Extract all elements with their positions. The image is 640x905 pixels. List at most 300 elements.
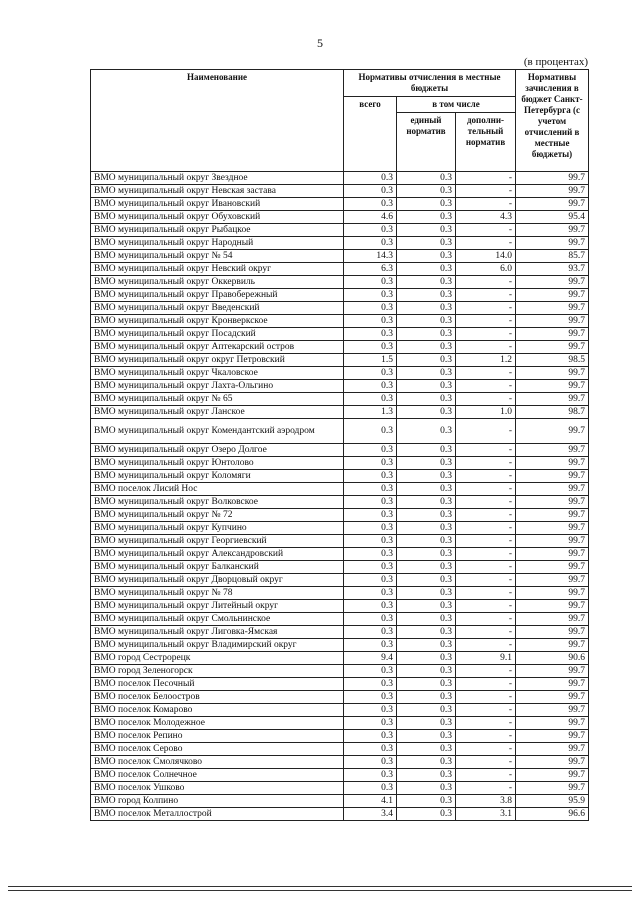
table-row bbox=[91, 263, 589, 276]
row-total-cell: 4.6 bbox=[344, 211, 397, 224]
row-additional-cell: - bbox=[456, 756, 516, 769]
table-row bbox=[91, 600, 589, 613]
row-name-cell: ВМО поселок Песочный bbox=[91, 678, 344, 691]
row-total-cell: 0.3 bbox=[344, 730, 397, 743]
row-single-cell: 0.3 bbox=[397, 782, 456, 795]
row-additional-cell: - bbox=[456, 315, 516, 328]
table-row bbox=[91, 509, 589, 522]
row-name-cell: ВМО поселок Серово bbox=[91, 743, 344, 756]
row-name-cell: ВМО город Зеленогорск bbox=[91, 665, 344, 678]
row-total-cell: 0.3 bbox=[344, 237, 397, 250]
table-row bbox=[91, 522, 589, 535]
row-additional-cell: - bbox=[456, 444, 516, 457]
row-additional-cell: - bbox=[456, 613, 516, 626]
row-additional-cell: 4.3 bbox=[456, 211, 516, 224]
table-row bbox=[91, 393, 589, 406]
row-total-cell: 0.3 bbox=[344, 380, 397, 393]
row-additional-cell: - bbox=[456, 704, 516, 717]
row-spb-cell: 99.7 bbox=[516, 341, 589, 354]
row-name-cell: ВМО поселок Комарово bbox=[91, 704, 344, 717]
row-name-cell: ВМО муниципальный округ Литейный округ bbox=[91, 600, 344, 613]
table-row bbox=[91, 548, 589, 561]
row-single-cell: 0.3 bbox=[397, 354, 456, 367]
row-spb-cell: 99.7 bbox=[516, 276, 589, 289]
row-spb-cell: 90.6 bbox=[516, 652, 589, 665]
row-name-cell: ВМО муниципальный округ Введенский bbox=[91, 302, 344, 315]
row-single-cell: 0.3 bbox=[397, 457, 456, 470]
row-additional-cell: 14.0 bbox=[456, 250, 516, 263]
row-single-cell: 0.3 bbox=[397, 535, 456, 548]
row-name-cell: ВМО поселок Ушково bbox=[91, 782, 344, 795]
table-row bbox=[91, 419, 589, 444]
row-single-cell: 0.3 bbox=[397, 808, 456, 821]
header-total: всего bbox=[344, 97, 397, 172]
row-spb-cell: 85.7 bbox=[516, 250, 589, 263]
row-name-cell: ВМО муниципальный округ Обуховский bbox=[91, 211, 344, 224]
row-additional-cell: - bbox=[456, 561, 516, 574]
row-name-cell: ВМО муниципальный округ Комендантский аэродром bbox=[91, 419, 344, 444]
table-row bbox=[91, 406, 589, 419]
row-spb-cell: 99.7 bbox=[516, 691, 589, 704]
row-spb-cell: 99.7 bbox=[516, 600, 589, 613]
row-single-cell: 0.3 bbox=[397, 743, 456, 756]
row-name-cell: ВМО поселок Смолячково bbox=[91, 756, 344, 769]
table-row bbox=[91, 315, 589, 328]
row-additional-cell: - bbox=[456, 328, 516, 341]
row-single-cell: 0.3 bbox=[397, 211, 456, 224]
row-name-cell: ВМО город Колпино bbox=[91, 795, 344, 808]
row-total-cell: 0.3 bbox=[344, 522, 397, 535]
row-spb-cell: 99.7 bbox=[516, 483, 589, 496]
row-single-cell: 0.3 bbox=[397, 470, 456, 483]
row-total-cell: 0.3 bbox=[344, 198, 397, 211]
table-row bbox=[91, 561, 589, 574]
row-spb-cell: 99.7 bbox=[516, 457, 589, 470]
row-additional-cell: - bbox=[456, 419, 516, 444]
row-additional-cell: - bbox=[456, 600, 516, 613]
table-row bbox=[91, 795, 589, 808]
table-row bbox=[91, 743, 589, 756]
row-single-cell: 0.3 bbox=[397, 548, 456, 561]
row-name-cell: ВМО муниципальный округ Дворцовый округ bbox=[91, 574, 344, 587]
table-row bbox=[91, 756, 589, 769]
row-total-cell: 0.3 bbox=[344, 302, 397, 315]
row-name-cell: ВМО муниципальный округ Посадский bbox=[91, 328, 344, 341]
row-additional-cell: - bbox=[456, 587, 516, 600]
row-additional-cell: - bbox=[456, 302, 516, 315]
row-name-cell: ВМО муниципальный округ Коломяги bbox=[91, 470, 344, 483]
row-single-cell: 0.3 bbox=[397, 328, 456, 341]
row-spb-cell: 99.7 bbox=[516, 237, 589, 250]
table-row bbox=[91, 380, 589, 393]
table-row bbox=[91, 691, 589, 704]
header-additional: дополни-тельный норматив bbox=[456, 113, 516, 172]
row-total-cell: 0.3 bbox=[344, 419, 397, 444]
row-additional-cell: - bbox=[456, 522, 516, 535]
row-additional-cell: - bbox=[456, 341, 516, 354]
row-spb-cell: 98.7 bbox=[516, 406, 589, 419]
row-name-cell: ВМО муниципальный округ № 72 bbox=[91, 509, 344, 522]
row-single-cell: 0.3 bbox=[397, 341, 456, 354]
row-additional-cell: - bbox=[456, 172, 516, 185]
row-total-cell: 0.3 bbox=[344, 444, 397, 457]
row-name-cell: ВМО муниципальный округ Народный bbox=[91, 237, 344, 250]
row-spb-cell: 99.7 bbox=[516, 574, 589, 587]
row-single-cell: 0.3 bbox=[397, 406, 456, 419]
row-single-cell: 0.3 bbox=[397, 717, 456, 730]
row-single-cell: 0.3 bbox=[397, 419, 456, 444]
row-spb-cell: 99.7 bbox=[516, 172, 589, 185]
row-single-cell: 0.3 bbox=[397, 315, 456, 328]
row-spb-cell: 99.7 bbox=[516, 535, 589, 548]
row-additional-cell: - bbox=[456, 717, 516, 730]
row-single-cell: 0.3 bbox=[397, 613, 456, 626]
row-single-cell: 0.3 bbox=[397, 665, 456, 678]
row-name-cell: ВМО муниципальный округ Ивановский bbox=[91, 198, 344, 211]
row-total-cell: 4.1 bbox=[344, 795, 397, 808]
table-row bbox=[91, 483, 589, 496]
table-row bbox=[91, 354, 589, 367]
row-total-cell: 0.3 bbox=[344, 496, 397, 509]
row-additional-cell: 1.0 bbox=[456, 406, 516, 419]
table-row bbox=[91, 185, 589, 198]
footer-rule-2 bbox=[8, 890, 632, 891]
row-total-cell: 0.3 bbox=[344, 561, 397, 574]
row-total-cell: 0.3 bbox=[344, 717, 397, 730]
row-single-cell: 0.3 bbox=[397, 185, 456, 198]
row-total-cell: 0.3 bbox=[344, 185, 397, 198]
row-spb-cell: 99.7 bbox=[516, 717, 589, 730]
row-single-cell: 0.3 bbox=[397, 769, 456, 782]
row-spb-cell: 96.6 bbox=[516, 808, 589, 821]
row-spb-cell: 99.7 bbox=[516, 419, 589, 444]
row-additional-cell: - bbox=[456, 224, 516, 237]
row-single-cell: 0.3 bbox=[397, 224, 456, 237]
row-total-cell: 0.3 bbox=[344, 470, 397, 483]
row-name-cell: ВМО муниципальный округ округ Петровский bbox=[91, 354, 344, 367]
row-name-cell: ВМО муниципальный округ Кронверкское bbox=[91, 315, 344, 328]
row-spb-cell: 99.7 bbox=[516, 315, 589, 328]
row-name-cell: ВМО муниципальный округ Невская застава bbox=[91, 185, 344, 198]
row-total-cell: 0.3 bbox=[344, 678, 397, 691]
row-single-cell: 0.3 bbox=[397, 380, 456, 393]
row-spb-cell: 99.7 bbox=[516, 224, 589, 237]
row-spb-cell: 99.7 bbox=[516, 587, 589, 600]
table-row bbox=[91, 730, 589, 743]
row-spb-cell: 99.7 bbox=[516, 665, 589, 678]
row-name-cell: ВМО муниципальный округ Юнтолово bbox=[91, 457, 344, 470]
row-spb-cell: 99.7 bbox=[516, 328, 589, 341]
table-row bbox=[91, 328, 589, 341]
row-total-cell: 0.3 bbox=[344, 587, 397, 600]
row-single-cell: 0.3 bbox=[397, 639, 456, 652]
table-row bbox=[91, 613, 589, 626]
row-spb-cell: 99.7 bbox=[516, 756, 589, 769]
row-additional-cell: - bbox=[456, 509, 516, 522]
row-single-cell: 0.3 bbox=[397, 691, 456, 704]
row-spb-cell: 99.7 bbox=[516, 613, 589, 626]
row-additional-cell: - bbox=[456, 289, 516, 302]
normatives-table bbox=[90, 69, 589, 821]
row-additional-cell: - bbox=[456, 639, 516, 652]
row-single-cell: 0.3 bbox=[397, 561, 456, 574]
row-spb-cell: 99.7 bbox=[516, 769, 589, 782]
header-local: Нормативы отчисления в местные бюджеты bbox=[344, 70, 516, 97]
row-additional-cell: - bbox=[456, 237, 516, 250]
row-total-cell: 3.4 bbox=[344, 808, 397, 821]
row-additional-cell: - bbox=[456, 367, 516, 380]
page-number: 5 bbox=[317, 36, 323, 50]
table-row bbox=[91, 808, 589, 821]
row-total-cell: 0.3 bbox=[344, 704, 397, 717]
table-row bbox=[91, 678, 589, 691]
row-spb-cell: 99.7 bbox=[516, 367, 589, 380]
row-single-cell: 0.3 bbox=[397, 367, 456, 380]
row-single-cell: 0.3 bbox=[397, 496, 456, 509]
row-name-cell: ВМО муниципальный округ № 65 bbox=[91, 393, 344, 406]
header-spb: Нормативы зачисления в бюджет Санкт-Петербурга (с учетом отчислений в местные бюджеты) bbox=[516, 70, 589, 172]
table-row bbox=[91, 224, 589, 237]
row-total-cell: 14.3 bbox=[344, 250, 397, 263]
row-spb-cell: 99.7 bbox=[516, 289, 589, 302]
row-single-cell: 0.3 bbox=[397, 198, 456, 211]
row-spb-cell: 99.7 bbox=[516, 639, 589, 652]
row-total-cell: 0.3 bbox=[344, 289, 397, 302]
row-single-cell: 0.3 bbox=[397, 250, 456, 263]
row-single-cell: 0.3 bbox=[397, 587, 456, 600]
row-additional-cell: - bbox=[456, 665, 516, 678]
row-name-cell: ВМО город Сестрорецк bbox=[91, 652, 344, 665]
row-additional-cell: - bbox=[456, 457, 516, 470]
table-row bbox=[91, 626, 589, 639]
table-row bbox=[91, 198, 589, 211]
row-name-cell: ВМО муниципальный округ № 54 bbox=[91, 250, 344, 263]
table-row bbox=[91, 276, 589, 289]
row-additional-cell: - bbox=[456, 185, 516, 198]
row-total-cell: 0.3 bbox=[344, 600, 397, 613]
row-spb-cell: 99.7 bbox=[516, 302, 589, 315]
row-single-cell: 0.3 bbox=[397, 172, 456, 185]
row-spb-cell: 99.7 bbox=[516, 198, 589, 211]
row-name-cell: ВМО муниципальный округ Невский округ bbox=[91, 263, 344, 276]
row-total-cell: 0.3 bbox=[344, 691, 397, 704]
header-name: Наименование bbox=[91, 70, 344, 172]
row-single-cell: 0.3 bbox=[397, 444, 456, 457]
row-additional-cell: - bbox=[456, 626, 516, 639]
table-row bbox=[91, 574, 589, 587]
table-row bbox=[91, 289, 589, 302]
table-row bbox=[91, 457, 589, 470]
row-spb-cell: 99.7 bbox=[516, 678, 589, 691]
row-spb-cell: 99.7 bbox=[516, 730, 589, 743]
row-spb-cell: 99.7 bbox=[516, 561, 589, 574]
row-spb-cell: 99.7 bbox=[516, 626, 589, 639]
row-total-cell: 0.3 bbox=[344, 548, 397, 561]
row-additional-cell: - bbox=[456, 393, 516, 406]
row-additional-cell: - bbox=[456, 782, 516, 795]
row-single-cell: 0.3 bbox=[397, 276, 456, 289]
row-additional-cell: - bbox=[456, 470, 516, 483]
row-spb-cell: 93.7 bbox=[516, 263, 589, 276]
row-spb-cell: 99.7 bbox=[516, 496, 589, 509]
row-spb-cell: 99.7 bbox=[516, 444, 589, 457]
row-name-cell: ВМО муниципальный округ № 78 bbox=[91, 587, 344, 600]
row-spb-cell: 95.9 bbox=[516, 795, 589, 808]
row-additional-cell: 9.1 bbox=[456, 652, 516, 665]
row-spb-cell: 98.5 bbox=[516, 354, 589, 367]
row-single-cell: 0.3 bbox=[397, 626, 456, 639]
table-row bbox=[91, 652, 589, 665]
row-additional-cell: - bbox=[456, 678, 516, 691]
table-row bbox=[91, 444, 589, 457]
row-spb-cell: 99.7 bbox=[516, 704, 589, 717]
row-single-cell: 0.3 bbox=[397, 289, 456, 302]
row-name-cell: ВМО муниципальный округ Правобережный bbox=[91, 289, 344, 302]
row-name-cell: ВМО муниципальный округ Ланское bbox=[91, 406, 344, 419]
row-single-cell: 0.3 bbox=[397, 483, 456, 496]
row-name-cell: ВМО муниципальный округ Рыбацкое bbox=[91, 224, 344, 237]
row-additional-cell: - bbox=[456, 380, 516, 393]
row-single-cell: 0.3 bbox=[397, 574, 456, 587]
row-single-cell: 0.3 bbox=[397, 795, 456, 808]
table-row bbox=[91, 367, 589, 380]
table-row bbox=[91, 250, 589, 263]
row-spb-cell: 99.7 bbox=[516, 548, 589, 561]
table-row bbox=[91, 665, 589, 678]
row-total-cell: 0.3 bbox=[344, 483, 397, 496]
row-name-cell: ВМО поселок Металлострой bbox=[91, 808, 344, 821]
row-total-cell: 1.5 bbox=[344, 354, 397, 367]
row-additional-cell: - bbox=[456, 535, 516, 548]
units-note: (в процентах) bbox=[523, 56, 588, 68]
table-row bbox=[91, 211, 589, 224]
row-name-cell: ВМО муниципальный округ Александровский bbox=[91, 548, 344, 561]
row-name-cell: ВМО муниципальный округ Аптекарский остров bbox=[91, 341, 344, 354]
row-name-cell: ВМО муниципальный округ Георгиевский bbox=[91, 535, 344, 548]
row-spb-cell: 95.4 bbox=[516, 211, 589, 224]
footer-rule bbox=[8, 886, 632, 887]
table-row bbox=[91, 172, 589, 185]
row-total-cell: 0.3 bbox=[344, 457, 397, 470]
row-spb-cell: 99.7 bbox=[516, 185, 589, 198]
row-total-cell: 0.3 bbox=[344, 613, 397, 626]
row-spb-cell: 99.7 bbox=[516, 393, 589, 406]
table-row bbox=[91, 704, 589, 717]
table-row bbox=[91, 782, 589, 795]
row-total-cell: 0.3 bbox=[344, 574, 397, 587]
row-single-cell: 0.3 bbox=[397, 704, 456, 717]
row-total-cell: 0.3 bbox=[344, 328, 397, 341]
row-name-cell: ВМО поселок Репино bbox=[91, 730, 344, 743]
row-additional-cell: - bbox=[456, 483, 516, 496]
row-name-cell: ВМО муниципальный округ Купчино bbox=[91, 522, 344, 535]
row-single-cell: 0.3 bbox=[397, 302, 456, 315]
row-name-cell: ВМО поселок Белоостров bbox=[91, 691, 344, 704]
row-single-cell: 0.3 bbox=[397, 756, 456, 769]
row-name-cell: ВМО муниципальный округ Чкаловское bbox=[91, 367, 344, 380]
row-additional-cell: 3.1 bbox=[456, 808, 516, 821]
row-name-cell: ВМО муниципальный округ Озеро Долгое bbox=[91, 444, 344, 457]
row-total-cell: 0.3 bbox=[344, 639, 397, 652]
row-total-cell: 0.3 bbox=[344, 626, 397, 639]
row-total-cell: 0.3 bbox=[344, 782, 397, 795]
table-row bbox=[91, 302, 589, 315]
row-single-cell: 0.3 bbox=[397, 393, 456, 406]
row-name-cell: ВМО муниципальный округ Смольнинское bbox=[91, 613, 344, 626]
row-name-cell: ВМО поселок Молодежное bbox=[91, 717, 344, 730]
row-single-cell: 0.3 bbox=[397, 263, 456, 276]
row-additional-cell: - bbox=[456, 730, 516, 743]
row-name-cell: ВМО муниципальный округ Владимирский округ bbox=[91, 639, 344, 652]
row-total-cell: 0.3 bbox=[344, 341, 397, 354]
row-additional-cell: 6.0 bbox=[456, 263, 516, 276]
row-total-cell: 0.3 bbox=[344, 665, 397, 678]
table-row bbox=[91, 769, 589, 782]
row-spb-cell: 99.7 bbox=[516, 380, 589, 393]
row-single-cell: 0.3 bbox=[397, 509, 456, 522]
row-name-cell: ВМО поселок Лисий Нос bbox=[91, 483, 344, 496]
row-additional-cell: 3.8 bbox=[456, 795, 516, 808]
table-row bbox=[91, 341, 589, 354]
row-spb-cell: 99.7 bbox=[516, 743, 589, 756]
row-additional-cell: 1.2 bbox=[456, 354, 516, 367]
row-additional-cell: - bbox=[456, 769, 516, 782]
row-name-cell: ВМО муниципальный округ Звездное bbox=[91, 172, 344, 185]
table-row bbox=[91, 639, 589, 652]
row-single-cell: 0.3 bbox=[397, 237, 456, 250]
table-row bbox=[91, 470, 589, 483]
row-name-cell: ВМО муниципальный округ Оккервиль bbox=[91, 276, 344, 289]
row-additional-cell: - bbox=[456, 574, 516, 587]
row-total-cell: 9.4 bbox=[344, 652, 397, 665]
row-total-cell: 0.3 bbox=[344, 172, 397, 185]
row-total-cell: 0.3 bbox=[344, 224, 397, 237]
table-row bbox=[91, 237, 589, 250]
table-row bbox=[91, 496, 589, 509]
row-additional-cell: - bbox=[456, 548, 516, 561]
row-spb-cell: 99.7 bbox=[516, 470, 589, 483]
row-single-cell: 0.3 bbox=[397, 600, 456, 613]
row-name-cell: ВМО муниципальный округ Балканский bbox=[91, 561, 344, 574]
row-total-cell: 0.3 bbox=[344, 509, 397, 522]
row-single-cell: 0.3 bbox=[397, 678, 456, 691]
row-spb-cell: 99.7 bbox=[516, 509, 589, 522]
row-single-cell: 0.3 bbox=[397, 730, 456, 743]
table-row bbox=[91, 587, 589, 600]
row-spb-cell: 99.7 bbox=[516, 522, 589, 535]
row-total-cell: 0.3 bbox=[344, 393, 397, 406]
row-total-cell: 0.3 bbox=[344, 315, 397, 328]
row-total-cell: 0.3 bbox=[344, 743, 397, 756]
row-total-cell: 0.3 bbox=[344, 276, 397, 289]
row-additional-cell: - bbox=[456, 743, 516, 756]
row-additional-cell: - bbox=[456, 691, 516, 704]
table-body bbox=[91, 172, 589, 821]
header-single: единый норматив bbox=[397, 113, 456, 172]
row-total-cell: 1.3 bbox=[344, 406, 397, 419]
row-additional-cell: - bbox=[456, 276, 516, 289]
row-name-cell: ВМО муниципальный округ Лахта-Ольгино bbox=[91, 380, 344, 393]
row-name-cell: ВМО муниципальный округ Лиговка-Ямская bbox=[91, 626, 344, 639]
row-name-cell: ВМО муниципальный округ Волковское bbox=[91, 496, 344, 509]
row-total-cell: 0.3 bbox=[344, 535, 397, 548]
row-additional-cell: - bbox=[456, 496, 516, 509]
row-additional-cell: - bbox=[456, 198, 516, 211]
row-single-cell: 0.3 bbox=[397, 522, 456, 535]
row-name-cell: ВМО поселок Солнечное bbox=[91, 769, 344, 782]
row-total-cell: 0.3 bbox=[344, 756, 397, 769]
row-total-cell: 6.3 bbox=[344, 263, 397, 276]
